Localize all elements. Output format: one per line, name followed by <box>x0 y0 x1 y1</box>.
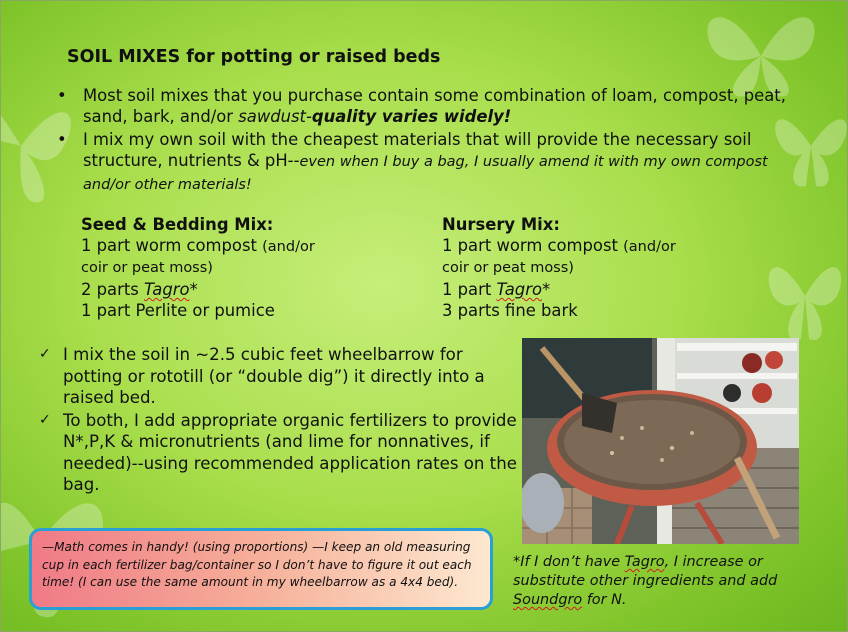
footnote-soundgro: Soundgro <box>513 592 583 608</box>
method-check-list <box>39 344 517 497</box>
bullet-text: Most soil mixes that you purchase contain some combination of loam, compost, peat, sand, bark, and/or <box>83 86 786 126</box>
checkmark-icon: ✓ <box>39 411 51 428</box>
nursery-mix-line-4: 3 parts fine bark <box>442 301 578 320</box>
bullet-text-italic: even when I buy a bag, I usually amend it with my own compost and/or other materials! <box>83 154 768 193</box>
seed-mix-line-1 <box>81 235 315 258</box>
nursery-mix-tagro: Tagro <box>496 280 542 299</box>
nursery-mix-line-2: coir or peat moss) <box>442 260 574 276</box>
footnote-text-1: *If I don’t have <box>513 554 625 570</box>
seed-mix-line-3 <box>81 279 315 300</box>
nursery-mix-asterisk: * <box>541 280 551 299</box>
tagro-footnote <box>513 553 833 610</box>
check-item-text: To both, I add appropriate organic fertilizers to provide N*,P,K & micronutrients (and lime for nonnatives, if needed)--using recommended application rates on the bag. <box>63 410 517 494</box>
nursery-mix-line-1-note: (and/or <box>623 239 676 255</box>
seed-mix-line-4: 1 part Perlite or pumice <box>81 301 275 320</box>
slide-title: SOIL MIXES for potting or raised beds <box>67 47 441 67</box>
math-tip-text: —Math comes in handy! (using proportions) —I keep an old measuring cup in each fertilizer bag/container so I don’t have to figure it out each time! (I can use the same amount in my wheelbarrow as a 4x4 bed). <box>42 540 472 589</box>
bullet-item-purchase <box>55 85 815 127</box>
butterfly-decoration-right-mid <box>761 241 848 351</box>
seed-mix-asterisk: * <box>189 280 198 299</box>
bullet-text-italic: sawdust- <box>238 107 312 126</box>
footnote-text-2: , I increase or substitute other ingredients and add <box>513 554 778 589</box>
seed-mix-heading: Seed & Bedding Mix: <box>81 215 274 234</box>
math-tip-callout <box>29 528 493 610</box>
nursery-mix-line-1 <box>442 235 676 258</box>
intro-bullet-list <box>55 85 815 198</box>
bullet-marker: • <box>57 86 67 105</box>
wheelbarrow-photo-illustration <box>522 338 799 544</box>
seed-mix-line-3-main: 2 parts <box>81 280 145 299</box>
nursery-mix-line-3-main: 1 part <box>442 280 497 299</box>
bullet-marker: • <box>57 130 67 149</box>
seed-mix-line-1-main: 1 part worm compost <box>81 236 263 255</box>
seed-mix-line-2: coir or peat moss) <box>81 260 213 276</box>
check-item-wheelbarrow <box>39 344 517 409</box>
wheelbarrow-soil-photo <box>522 338 799 544</box>
check-item-text: I mix the soil in ~2.5 cubic feet wheelbarrow for potting or rototill (or “double dig”) it directly into a raised bed. <box>63 345 485 407</box>
check-item-fertilizers <box>39 410 517 496</box>
nursery-mix-line-3 <box>442 279 676 300</box>
nursery-mix <box>442 214 676 321</box>
nursery-mix-heading: Nursery Mix: <box>442 215 560 234</box>
checkmark-icon: ✓ <box>39 346 51 362</box>
footnote-tagro: Tagro <box>624 554 665 570</box>
seed-mix-tagro: Tagro <box>144 280 190 299</box>
bullet-text-emphasis: quality varies widely! <box>311 107 512 126</box>
footnote-text-3: for N. <box>582 592 627 608</box>
seed-mix-line-1-note: (and/or <box>262 239 315 255</box>
bullet-text: I mix my own soil with the cheapest materials that will provide the necessary soil structure, nutrients & pH-- <box>83 130 752 170</box>
bullet-item-own-soil <box>55 129 815 196</box>
seed-bedding-mix <box>81 214 315 321</box>
nursery-mix-line-1-main: 1 part worm compost <box>442 236 624 255</box>
